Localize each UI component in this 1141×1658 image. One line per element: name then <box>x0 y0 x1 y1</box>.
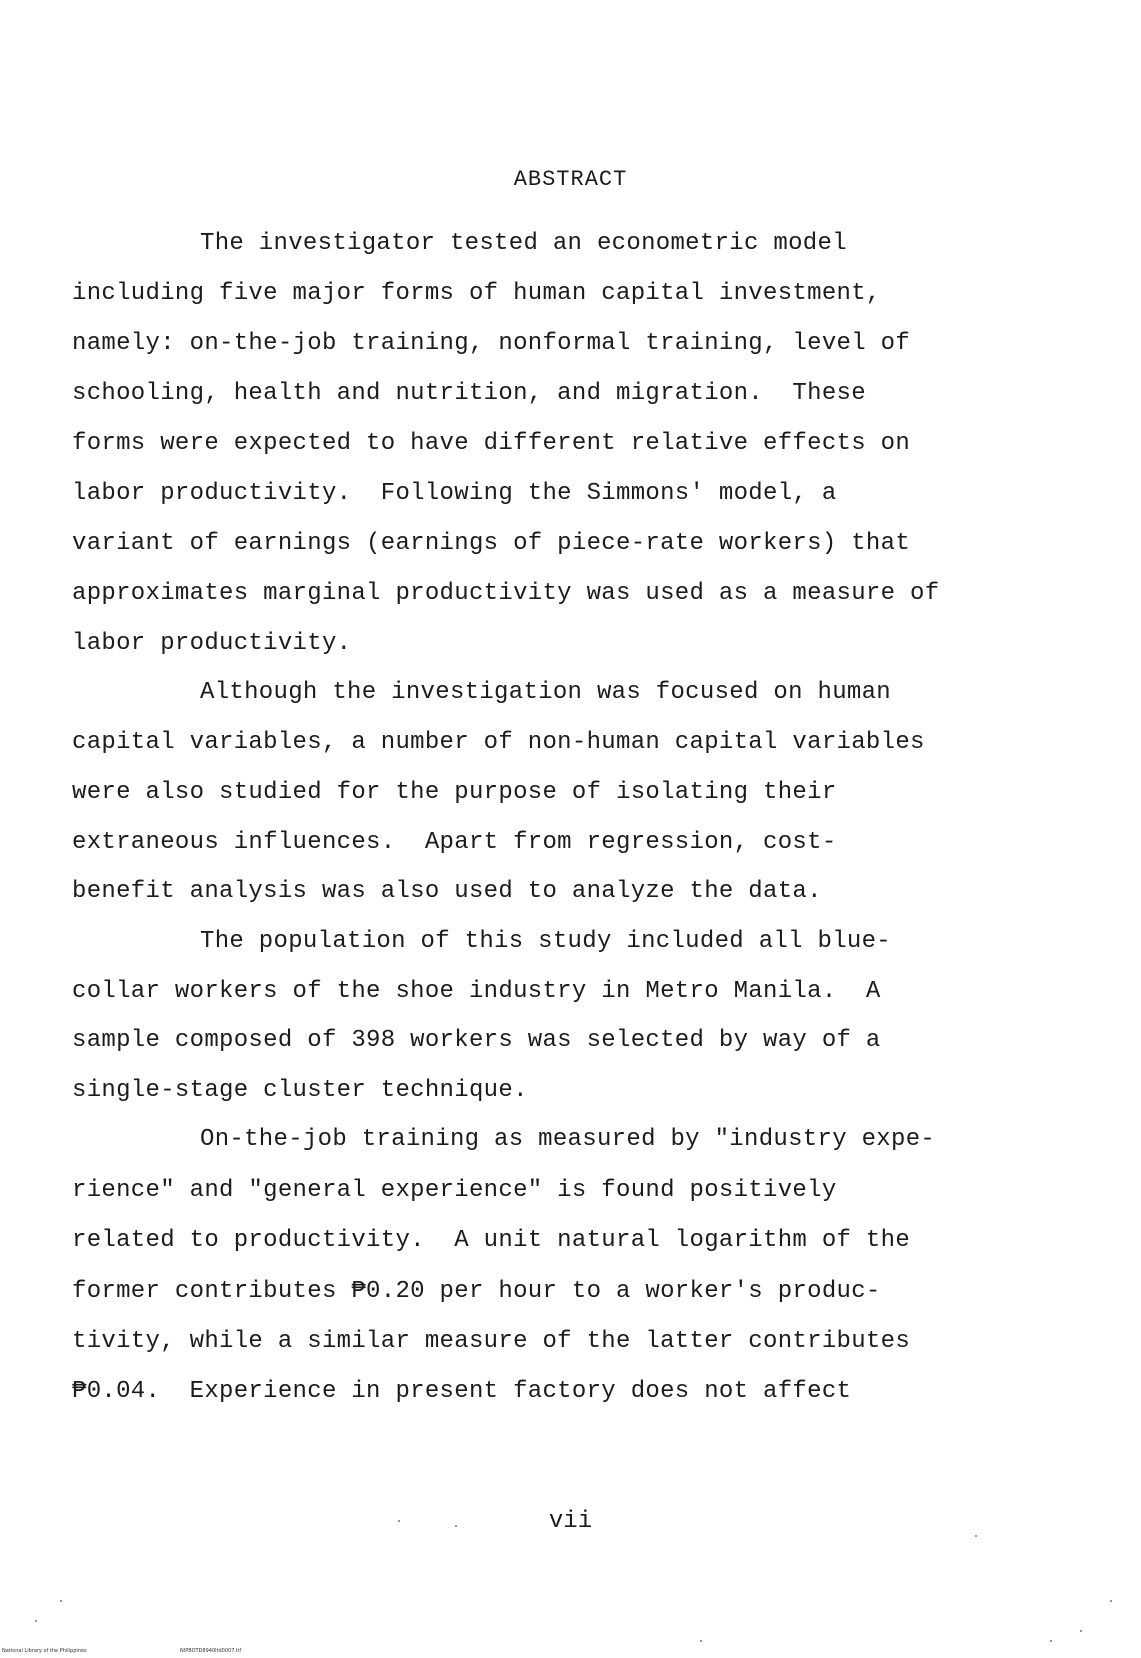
text-line-3: namely: on-the-job training, nonformal training, level of <box>72 330 911 357</box>
text-line-2: including five major forms of human capital investment, <box>72 280 881 307</box>
text-line-7: variant of earnings (earnings of piece-rate workers) that <box>72 530 911 557</box>
text-line-16: collar workers of the shoe industry in Metro Manila. A <box>72 978 881 1005</box>
text-line-13: extraneous influences. Apart from regression, cost- <box>72 829 837 856</box>
page-number: vii <box>548 1508 593 1535</box>
text-line-24: ₱0.04. Experience in present factory does not affect <box>72 1378 852 1405</box>
footer-library-name: National Library of the Philippines <box>2 1648 87 1654</box>
abstract-title: ABSTRACT <box>513 167 628 192</box>
text-line-5: forms were expected to have different relative effects on <box>72 430 911 457</box>
text-line-19: On-the-job training as measured by "industry expe- <box>200 1126 936 1153</box>
text-line-8: approximates marginal productivity was used as a measure of <box>72 580 940 607</box>
text-line-17: sample composed of 398 workers was selected by way of a <box>72 1027 881 1054</box>
text-line-4: schooling, health and nutrition, and migration. These <box>72 380 866 407</box>
text-line-12: were also studied for the purpose of isolating their <box>72 779 837 806</box>
text-line-11: capital variables, a number of non-human capital variables <box>72 729 925 756</box>
text-line-9: labor productivity. <box>72 630 352 657</box>
text-line-21: related to productivity. A unit natural logarithm of the <box>72 1227 911 1254</box>
text-line-18: single-stage cluster technique. <box>72 1077 528 1104</box>
text-line-6: labor productivity. Following the Simmons' model, a <box>72 480 837 507</box>
text-line-23: tivity, while a similar measure of the latter contributes <box>72 1328 911 1355</box>
text-line-10: Although the investigation was focused on human <box>200 679 892 706</box>
text-line-22: former contributes ₱0.20 per hour to a worker's produc- <box>72 1278 881 1305</box>
text-line-20: rience" and "general experience" is found positively <box>72 1177 837 1204</box>
text-line-14: benefit analysis was also used to analyze the data. <box>72 878 822 905</box>
footer-file-name: NIPBOTD8940ltd0007.tif <box>180 1648 242 1654</box>
text-line-15: The population of this study included all blue- <box>200 928 892 955</box>
text-line-1: The investigator tested an econometric model <box>200 230 847 257</box>
